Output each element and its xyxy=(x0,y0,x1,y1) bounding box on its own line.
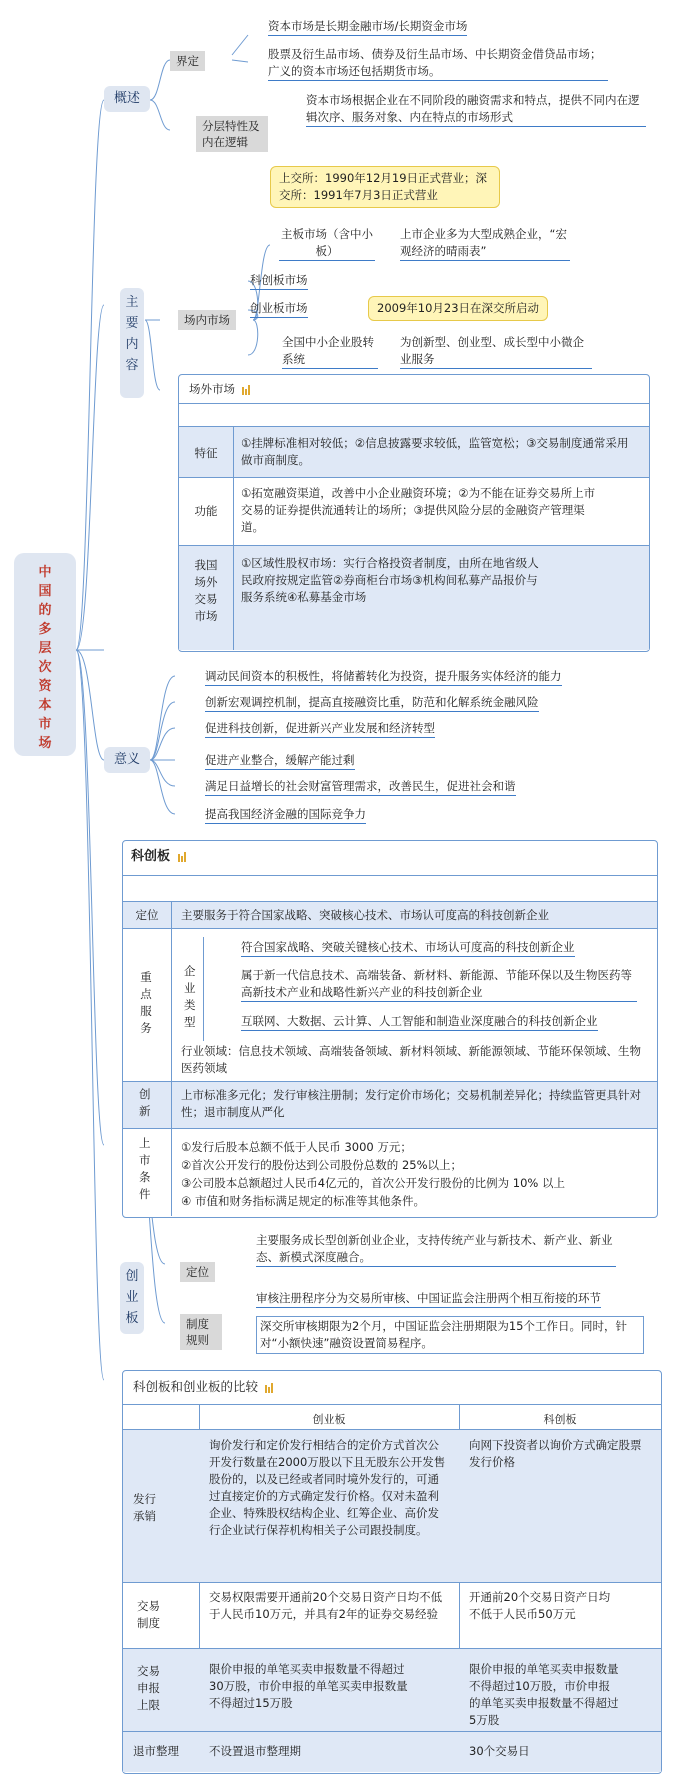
star-type-2: 属于新一代信息技术、高端装备、新材料、新能源、节能环保以及生物医药等高新技术产业和战略性新兴产业的科技创新企业 xyxy=(241,967,637,1002)
star-types-key: 企业类型 xyxy=(184,964,196,1029)
root-title: 中国的多层次资本市场 xyxy=(14,553,76,756)
otc-val-domestic: ①区域性股权市场：实行合格投资者制度，由所在地省级人民政府按规定监管②券商柜台市场③机构间私募产品报价与服务系统④私募基金市场 xyxy=(241,556,539,604)
compare-row-2-star: 开通前20个交易日资产日均不低于人民币50万元 xyxy=(469,1590,611,1621)
star-listing-1: ①发行后股本总额不低于人民币 3000 万元； xyxy=(181,1140,412,1154)
significance-item-2: 创新宏观调控机制，提高直接融资比重，防范和化解系统金融风险 xyxy=(205,694,539,712)
note-icon xyxy=(242,385,252,395)
compare-row-4-key: 退市整理 xyxy=(133,1744,179,1758)
star-market-box xyxy=(122,840,658,1218)
star-positioning-key: 定位 xyxy=(135,908,159,922)
compare-row-1-star: 向网下投资者以询价方式确定股票发行价格 xyxy=(469,1438,642,1469)
compare-row-2-gem: 交易权限需要开通前20个交易日资产日均不低于人民币10万元，并具有2年的证券交易经验 xyxy=(209,1590,443,1621)
star-title: 科创板 xyxy=(131,847,188,867)
star-innovation-value: 上市标准多元化；发行审核注册制；发行定价市场化；交易机制差异化；持续监管更具针对性；退市制度从严化 xyxy=(181,1088,641,1119)
star-industry: 行业领域：信息技术领域、高端装备领域、新材料领域、新能源领域、节能环保领域、生物医药领域 xyxy=(181,1044,641,1075)
star-listing-3: ③公司股本总额超过人民币4亿元的，首次公开发行股份的比例为 10% 以上 xyxy=(181,1176,565,1190)
exchange-node: 场内市场 xyxy=(178,310,236,330)
layer-text: 资本市场根据企业在不同阶段的融资需求和特点，提供不同内在逻辑次序、服务对象、内在特点的市场形式 xyxy=(306,92,646,127)
neeq-label: 全国中小企业股转系统 xyxy=(282,334,378,369)
star-innovation-key: 创新 xyxy=(139,1087,151,1118)
definition-line1: 资本市场是长期金融市场/长期资金市场 xyxy=(268,18,467,36)
layer-node: 分层特性及内在逻辑 xyxy=(196,116,268,152)
gem-rules-key: 制度规则 xyxy=(180,1314,222,1350)
significance-item-5: 满足日益增长的社会财富管理需求，改善民生，促进社会和谐 xyxy=(205,778,516,796)
star-listing-2: ②首次公开发行的股份达到公司股份总数的 25%以上； xyxy=(181,1158,463,1172)
exchange-callout: 上交所：1990年12月19日正式营业；深交所：1991年7月3日正式营业 xyxy=(270,166,500,208)
compare-head-star: 科创板 xyxy=(543,1413,577,1426)
compare-row-1-key: 发行承销 xyxy=(133,1492,156,1523)
star-listing-4: ④ 市值和财务指标满足规定的标准等其他条件。 xyxy=(181,1194,425,1208)
gem-rules-1: 审核注册程序分为交易所审核、中国证监会注册两个相互衔接的环节 xyxy=(256,1290,601,1308)
neeq-desc: 为创新型、创业型、成长型中小微企业服务 xyxy=(400,334,592,369)
gem-node: 创业板 xyxy=(120,1262,144,1334)
overview-node: 概述 xyxy=(104,86,150,112)
gem-market-label: 创业板市场 xyxy=(250,300,308,318)
star-positioning-value: 主要服务于符合国家战略、突破核心技术、市场认可度高的科技创新企业 xyxy=(181,908,549,922)
gem-callout: 2009年10月23日在深交所启动 xyxy=(368,296,548,321)
otc-box xyxy=(178,374,650,652)
otc-title: 场外市场 xyxy=(189,381,252,398)
compare-row-3-key: 交易申报上限 xyxy=(137,1664,160,1712)
compare-head-gem: 创业板 xyxy=(312,1413,346,1426)
otc-val-feature: ①挂牌标准相对较低；②信息披露要求较低，监管宽松；③交易制度通常采用做市商制度。 xyxy=(241,436,629,467)
definition-node: 界定 xyxy=(170,51,205,71)
mainboard-desc: 上市企业多为大型成熟企业，“宏观经济的晴雨表” xyxy=(400,226,570,261)
main-node: 主要内容 xyxy=(120,288,144,398)
compare-row-2-key: 交易制度 xyxy=(137,1599,160,1630)
compare-box xyxy=(122,1370,662,1774)
compare-row-1-gem: 询价发行和定价发行相结合的定价方式首次公开发行数量在2000万股以下且无股东公开发售股份的，以及已经或者同时境外发行的，可通过直接定价的方式确定发行价格。仅对未盈利企业、特殊股权结构企业、红筹企业、高价发行企业试行保荐机构相关子公司跟投制度。 xyxy=(209,1438,446,1537)
compare-row-4-gem: 不设置退市整理期 xyxy=(209,1744,301,1758)
otc-val-function: ①拓宽融资渠道，改善中小企业融资环境；②为不能在证券交易所上市交易的证券提供流通转让的场所；③提供风险分层的金融资产管理渠道。 xyxy=(241,486,596,534)
significance-item-4: 促进产业整合，缓解产能过剩 xyxy=(205,752,355,770)
gem-positioning-key: 定位 xyxy=(180,1262,215,1282)
compare-row-4-star: 30个交易日 xyxy=(469,1744,530,1758)
note-icon xyxy=(178,852,188,862)
definition-line2: 股票及衍生品市场、债券及衍生品市场、中长期资金借贷品市场；广义的资本市场还包括期货市场。 xyxy=(268,46,608,81)
significance-item-1: 调动民间资本的积极性，将储蓄转化为投资，提升服务实体经济的能力 xyxy=(205,668,562,686)
significance-item-3: 促进科技创新，促进新兴产业发展和经济转型 xyxy=(205,720,435,738)
gem-positioning-value: 主要服务成长型创新创业企业，支持传统产业与新技术、新产业、新业态、新模式深度融合。 xyxy=(256,1232,616,1267)
compare-title: 科创板和创业板的比较 xyxy=(133,1378,275,1396)
star-type-3: 互联网、大数据、云计算、人工智能和制造业深度融合的科技创新企业 xyxy=(241,1013,598,1031)
star-market-label: 科创板市场 xyxy=(250,272,308,290)
star-service-key: 重点服务 xyxy=(140,970,152,1035)
gem-rules-2: 深交所审核期限为2个月，中国证监会注册期限为15个工作日。同时，针对“小额快速”融资设置简易程序。 xyxy=(256,1316,644,1354)
otc-key-domestic: 我国场外交易市场 xyxy=(194,558,218,623)
note-icon xyxy=(265,1383,275,1393)
mainboard-label: 主板市场（含中小板） xyxy=(279,226,375,261)
star-type-1: 符合国家战略、突破关键核心技术、市场认可度高的科技创新企业 xyxy=(241,939,575,957)
star-listing-key: 上市条件 xyxy=(139,1136,151,1201)
significance-item-6: 提高我国经济金融的国际竞争力 xyxy=(205,806,366,824)
otc-key-function: 功能 xyxy=(194,504,218,518)
otc-key-feature: 特征 xyxy=(194,446,218,460)
compare-row-3-gem: 限价申报的单笔买卖申报数量不得超过30万股，市价申报的单笔买卖申报数量不得超过15万股 xyxy=(209,1662,408,1710)
significance-node: 意义 xyxy=(104,747,150,773)
compare-row-3-star: 限价申报的单笔买卖申报数量不得超过10万股，市价申报的单笔买卖申报数量不得超过5万股 xyxy=(469,1662,619,1727)
